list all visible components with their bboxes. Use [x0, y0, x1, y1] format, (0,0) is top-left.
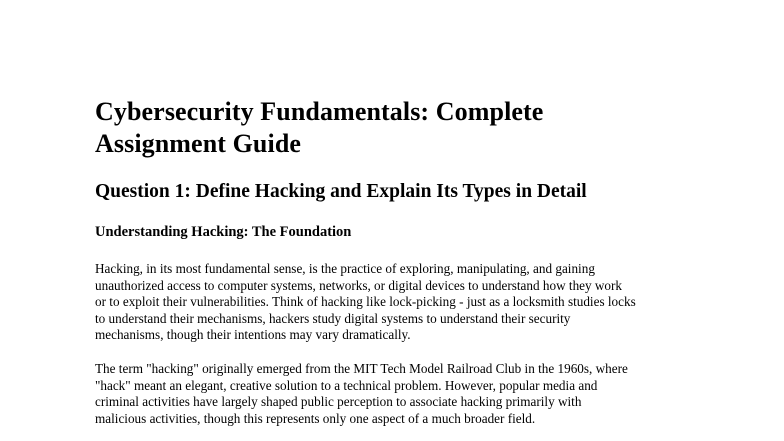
title-line-1: Cybersecurity Fundamentals: Complete — [95, 97, 544, 126]
paragraph-line: to understand their mechanisms, hackers study digital systems to understand their security — [95, 310, 571, 326]
title-line-2: Assignment Guide — [95, 129, 302, 158]
paragraph-1 — [95, 261, 636, 344]
paragraph-2 — [95, 361, 628, 427]
paragraph-line: unauthorized access to computer systems, networks, or digital devices to understand how they work — [95, 277, 623, 293]
paragraph-line: or to exploit their vulnerabilities. Think of hacking like lock-picking - just as a locksmith studies locks — [95, 294, 636, 310]
document-title — [95, 96, 695, 160]
paragraph-line: criminal activities have largely shaped public perception to associate hacking primarily with — [95, 394, 582, 410]
paragraph-line: malicious activities, though this represents only one aspect of a much broader field. — [95, 410, 536, 426]
paragraph-line: mechanisms, though their intentions may vary dramatically. — [95, 327, 411, 343]
paragraph-line: "hack" meant an elegant, creative solution to a technical problem. However, popular media and — [95, 377, 598, 393]
section-heading: Understanding Hacking: The Foundation — [95, 224, 352, 240]
question-heading: Question 1: Define Hacking and Explain Its Types in Detail — [95, 181, 587, 202]
paragraph-line: Hacking, in its most fundamental sense, is the practice of exploring, manipulating, and gaining — [95, 261, 595, 276]
paragraph-line: The term "hacking" originally emerged from the MIT Tech Model Railroad Club in the 1960s, where — [95, 361, 628, 376]
